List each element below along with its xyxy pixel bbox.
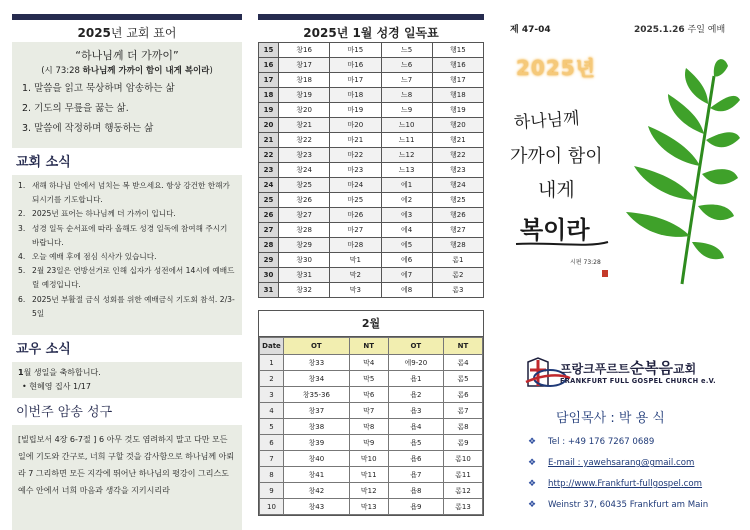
reading-cell: 마20 xyxy=(330,118,381,133)
news-item-text: 2025년 표어는 하나님께 더 가까이 입니다. xyxy=(32,209,176,219)
reading-cell: 롬12 xyxy=(443,483,482,499)
reading-cell: 에5 xyxy=(381,238,432,253)
reading-cell: 행26 xyxy=(432,208,483,223)
news-item xyxy=(18,207,236,221)
date-cell: 19 xyxy=(259,103,279,118)
table-row xyxy=(259,88,484,103)
date-cell: 3 xyxy=(260,387,284,403)
reading-title xyxy=(258,24,484,42)
news-item-number: 3. xyxy=(18,223,26,233)
motto-item: 2. 기도의 무릎을 꿇는 삶. xyxy=(22,103,129,114)
reading-cell: 마19 xyxy=(330,103,381,118)
website-link[interactable]: http://www.Frankfurt-fullgospel.com xyxy=(548,479,703,489)
reading-cell: 창40 xyxy=(284,451,350,467)
table-row xyxy=(259,238,484,253)
reading-cell: 창21 xyxy=(279,118,330,133)
reading-cell: 행16 xyxy=(432,58,483,73)
members-box xyxy=(12,362,242,398)
column-header: Date xyxy=(260,338,284,355)
reading-cell: 욥6 xyxy=(388,451,443,467)
reading-cell: 에1 xyxy=(381,178,432,193)
motto-box xyxy=(12,42,242,148)
reading-cell: 막1 xyxy=(330,253,381,268)
date-cell: 31 xyxy=(259,283,279,298)
reading-cell: 롬10 xyxy=(443,451,482,467)
reading-cell: 막10 xyxy=(349,451,388,467)
church-name-main: 순복음 xyxy=(629,359,674,377)
reading-cell: 느12 xyxy=(381,148,432,163)
church-name-prefix: 프랑크푸르트 xyxy=(560,362,630,376)
leaf xyxy=(626,212,690,237)
calligraphy-strokes xyxy=(510,108,603,244)
reading-cell: 욥5 xyxy=(388,435,443,451)
birthday-line xyxy=(18,366,236,380)
church-name xyxy=(560,357,696,378)
reading-cell: 막12 xyxy=(349,483,388,499)
reading-cell: 욥1 xyxy=(388,371,443,387)
reading-cell: 창30 xyxy=(279,253,330,268)
reading-cell: 마21 xyxy=(330,133,381,148)
date-cell: 7 xyxy=(260,451,284,467)
reading-cell: 느8 xyxy=(381,88,432,103)
date-cell: 24 xyxy=(259,178,279,193)
reading-cell: 막2 xyxy=(330,268,381,283)
leaf xyxy=(648,126,700,166)
diamond-bullet-icon: ❖ xyxy=(528,479,537,489)
reading-cell: 창37 xyxy=(284,403,350,419)
issue-number: 제 47-04 xyxy=(510,25,551,35)
contact-website xyxy=(528,479,702,489)
motto-year: 2025 xyxy=(77,26,111,40)
reading-cell: 창43 xyxy=(284,499,350,515)
news-item xyxy=(18,293,236,321)
date-cell: 29 xyxy=(259,253,279,268)
reading-cell: 창28 xyxy=(279,223,330,238)
date-cell: 20 xyxy=(259,118,279,133)
column-header: NT xyxy=(443,338,482,355)
leaf xyxy=(668,94,704,134)
news-item xyxy=(18,264,236,292)
reading-cell: 창18 xyxy=(279,73,330,88)
reading-cell: 에2 xyxy=(381,193,432,208)
motto-item: 3. 말씀에 작정하며 행동하는 삶 xyxy=(22,123,154,134)
reading-title-year: 2025 xyxy=(303,26,337,40)
motto-item: 1. 말씀을 읽고 묵상하며 암송하는 삶 xyxy=(22,83,175,94)
reading-cell: 마26 xyxy=(330,208,381,223)
date-cell: 17 xyxy=(259,73,279,88)
table-row xyxy=(259,58,484,73)
reading-cell: 마16 xyxy=(330,58,381,73)
calligraphy-line: 가까이 함이 xyxy=(510,146,603,167)
news-title: 교회 소식 xyxy=(16,155,71,170)
motto-list xyxy=(16,79,238,139)
table-row xyxy=(260,355,483,371)
leaves xyxy=(626,59,740,259)
reading-cell: 창35-36 xyxy=(284,387,350,403)
reading-cell: 창22 xyxy=(279,133,330,148)
motto-ref-suffix: ) xyxy=(209,66,213,76)
service-date-label: 주일 예배 xyxy=(684,25,726,35)
reading-cell: 창38 xyxy=(284,419,350,435)
birthday-month: 1 xyxy=(18,368,24,377)
motto-ref-verse: 하나님께 가까이 함이 내게 복이라 xyxy=(82,66,210,76)
news-item-number: 2. xyxy=(18,209,26,219)
diamond-bullet-icon: ❖ xyxy=(528,500,537,510)
reading-cell: 느10 xyxy=(381,118,432,133)
column-header: OT xyxy=(284,338,350,355)
reading-cell: 창42 xyxy=(284,483,350,499)
leaf xyxy=(685,68,708,104)
reading-cell: 느9 xyxy=(381,103,432,118)
address-text: Weinstr 37, 60435 Frankfurt am Main xyxy=(548,500,709,510)
date-cell: 16 xyxy=(259,58,279,73)
reading-cell: 막3 xyxy=(330,283,381,298)
members-title: 교우 소식 xyxy=(16,342,71,357)
table-row xyxy=(260,499,483,515)
reading-cell: 욥3 xyxy=(388,403,443,419)
reading-title-text: 년 1월 성경 일독표 xyxy=(336,26,439,40)
contact-address xyxy=(528,500,708,510)
leaf xyxy=(706,132,740,147)
reading-cell: 롬1 xyxy=(432,253,483,268)
reading-cell: 느13 xyxy=(381,163,432,178)
reading-cell: 행22 xyxy=(432,148,483,163)
reading-cell: 욥9 xyxy=(388,499,443,515)
table-row xyxy=(259,43,484,58)
reading-cell: 에8 xyxy=(381,283,432,298)
table-row xyxy=(259,178,484,193)
table-row xyxy=(260,451,483,467)
leaf xyxy=(634,166,696,200)
reading-cell: 막7 xyxy=(349,403,388,419)
reading-cell: 행15 xyxy=(432,43,483,58)
calligraphy-seal xyxy=(602,270,608,277)
left-column xyxy=(12,14,242,524)
date-cell: 27 xyxy=(259,223,279,238)
reading-cell: 욥8 xyxy=(388,483,443,499)
reading-cell: 창32 xyxy=(279,283,330,298)
date-cell: 15 xyxy=(259,43,279,58)
date-cell: 22 xyxy=(259,148,279,163)
reading-cell: 행23 xyxy=(432,163,483,178)
table-header-row xyxy=(260,338,483,355)
calligraphy-reference: 시편 73:28 xyxy=(570,259,601,266)
table-row xyxy=(259,118,484,133)
leaf xyxy=(710,96,740,111)
email-link[interactable]: E-mail : yawehsarang@gmail.com xyxy=(548,458,695,468)
table-row xyxy=(260,403,483,419)
motto-quote: “하나님께 더 가까이” xyxy=(75,49,179,62)
table-row xyxy=(259,193,484,208)
reading-cell: 마22 xyxy=(330,148,381,163)
contact-phone xyxy=(528,437,654,447)
reading-cell: 에9-20 xyxy=(388,355,443,371)
birthday-person: • 현혜영 집사 1/17 xyxy=(22,382,91,391)
date-cell: 1 xyxy=(260,355,284,371)
reading-cell: 창17 xyxy=(279,58,330,73)
table-row xyxy=(259,163,484,178)
reading-column xyxy=(258,14,484,524)
memory-verse-title: 이번주 암송 성구 xyxy=(16,405,113,420)
reading-cell: 창27 xyxy=(279,208,330,223)
reading-cell: 롬9 xyxy=(443,435,482,451)
table-row xyxy=(260,483,483,499)
february-title: 2월 xyxy=(259,311,483,337)
reading-cell: 롬5 xyxy=(443,371,482,387)
memory-verse-text: [빌립보서 4장 6-7절 ] 6 아무 것도 염려하지 말고 다만 모든 일에 기도와 간구로, 너희 구할 것을 감사함으로 하나님께 아뢰라 7 그리하면 모든 지각에 뛰어난 하나님의 평강이 그리스도 예수 안에서 너희 마음과 생각을 지키시리라 xyxy=(18,435,235,495)
reading-cell: 행17 xyxy=(432,73,483,88)
reading-cell: 느11 xyxy=(381,133,432,148)
reading-cell: 욥2 xyxy=(388,387,443,403)
calligraphy-line: 하나님께 xyxy=(513,108,581,134)
leaf xyxy=(698,204,734,220)
reading-cell: 마17 xyxy=(330,73,381,88)
table-row xyxy=(259,133,484,148)
pastor-name: 담임목사 : 박 용 식 xyxy=(556,411,665,426)
news-item-text: 2월 23일은 연방선거로 인해 십자가 성전에서 14시에 예배드릴 예정입니다. xyxy=(32,266,235,290)
leaf xyxy=(714,59,728,76)
service-date xyxy=(634,22,725,35)
reading-cell: 마24 xyxy=(330,178,381,193)
january-reading-table xyxy=(258,42,484,298)
top-divider xyxy=(12,14,242,20)
news-item-text: 성경 일독 순서표에 따라 올해도 성경 일독에 참여해 주시기 바랍니다. xyxy=(32,223,228,247)
church-name-suffix: 교회 xyxy=(673,362,697,376)
february-reading-box xyxy=(258,310,484,516)
date-cell: 2 xyxy=(260,371,284,387)
table-row xyxy=(259,223,484,238)
reading-cell: 마23 xyxy=(330,163,381,178)
reading-cell: 롬4 xyxy=(443,355,482,371)
table-row xyxy=(259,208,484,223)
reading-cell: 욥4 xyxy=(388,419,443,435)
calligraphy-line: 내게 xyxy=(538,179,575,201)
date-cell: 23 xyxy=(259,163,279,178)
date-cell: 6 xyxy=(260,435,284,451)
reading-cell: 창41 xyxy=(284,467,350,483)
reading-divider xyxy=(258,14,484,20)
reading-cell: 롬3 xyxy=(432,283,483,298)
year-badge: 2025년 xyxy=(516,56,596,80)
reading-cell: 막6 xyxy=(349,387,388,403)
reading-cell: 마27 xyxy=(330,223,381,238)
news-item-text: 새해 하나님 안에서 넘치는 복 받으세요. 항상 강건한 한해가 되시기를 기도합니다. xyxy=(32,181,230,205)
motto-heading xyxy=(12,24,242,42)
news-list xyxy=(18,179,236,321)
calligraphy-line: 복이라 xyxy=(520,215,590,244)
news-item-text: 오늘 예배 후에 점심 식사가 있습니다. xyxy=(32,252,157,262)
news-item-number: 5. xyxy=(18,266,26,276)
reading-cell: 욥7 xyxy=(388,467,443,483)
diamond-bullet-icon: ❖ xyxy=(528,458,537,468)
table-row xyxy=(260,467,483,483)
reading-cell: 느5 xyxy=(381,43,432,58)
reading-cell: 막4 xyxy=(349,355,388,371)
table-row xyxy=(259,283,484,298)
date-cell: 8 xyxy=(260,467,284,483)
news-box xyxy=(12,175,242,335)
reading-cell: 느6 xyxy=(381,58,432,73)
motto-ref-prefix: (시 73:28 xyxy=(41,66,83,76)
date-cell: 10 xyxy=(260,499,284,515)
date-cell: 30 xyxy=(259,268,279,283)
news-item xyxy=(18,179,236,207)
reading-cell: 롬7 xyxy=(443,403,482,419)
reading-cell: 에4 xyxy=(381,223,432,238)
service-date-value: 2025.1.26 xyxy=(634,25,685,35)
news-item xyxy=(18,250,236,264)
reading-cell: 에3 xyxy=(381,208,432,223)
reading-cell: 롬11 xyxy=(443,467,482,483)
motto-reference xyxy=(16,64,238,79)
reading-cell: 창33 xyxy=(284,355,350,371)
news-item-number: 6. xyxy=(18,294,26,304)
reading-cell: 행20 xyxy=(432,118,483,133)
motto-heading-text: 년 교회 표어 xyxy=(110,26,177,40)
table-row xyxy=(259,268,484,283)
reading-cell: 창39 xyxy=(284,435,350,451)
reading-cell: 창26 xyxy=(279,193,330,208)
phone-text: Tel : +49 176 7267 0689 xyxy=(548,437,655,447)
table-row xyxy=(260,435,483,451)
reading-cell: 행28 xyxy=(432,238,483,253)
reading-cell: 창20 xyxy=(279,103,330,118)
news-item-text: 2025년 부활절 금식 성회를 위한 예배금식 기도회 참석. 2/3-5일 xyxy=(32,294,235,318)
date-cell: 26 xyxy=(259,208,279,223)
table-row xyxy=(260,419,483,435)
calligraphy-artwork xyxy=(508,92,618,292)
reading-cell: 막13 xyxy=(349,499,388,515)
reading-cell: 창24 xyxy=(279,163,330,178)
news-item-number: 4. xyxy=(18,252,26,262)
reading-cell: 마15 xyxy=(330,43,381,58)
reading-cell: 행25 xyxy=(432,193,483,208)
church-name-english: FRANKFURT FULL GOSPEL CHURCH e.V. xyxy=(560,377,716,385)
memory-verse-box xyxy=(12,425,242,530)
reading-cell: 행27 xyxy=(432,223,483,238)
leaf xyxy=(702,169,738,184)
reading-cell: 창31 xyxy=(279,268,330,283)
date-cell: 18 xyxy=(259,88,279,103)
reading-cell: 막9 xyxy=(349,435,388,451)
reading-cell: 막5 xyxy=(349,371,388,387)
birthday-text: 월 생일을 축하합니다. xyxy=(23,368,101,377)
reading-cell: 마18 xyxy=(330,88,381,103)
reading-cell: 창34 xyxy=(284,371,350,387)
reading-cell: 창19 xyxy=(279,88,330,103)
leaf xyxy=(692,242,724,259)
reading-cell: 막11 xyxy=(349,467,388,483)
reading-cell: 에7 xyxy=(381,268,432,283)
diamond-bullet-icon: ❖ xyxy=(528,437,537,447)
reading-cell: 행18 xyxy=(432,88,483,103)
reading-cell: 행19 xyxy=(432,103,483,118)
table-row xyxy=(259,148,484,163)
reading-cell: 행21 xyxy=(432,133,483,148)
reading-cell: 막8 xyxy=(349,419,388,435)
olive-branch-illustration xyxy=(620,56,740,288)
news-item-number: 1. xyxy=(18,181,26,190)
reading-cell: 느7 xyxy=(381,73,432,88)
date-cell: 9 xyxy=(260,483,284,499)
reading-cell: 에6 xyxy=(381,253,432,268)
reading-cell: 마25 xyxy=(330,193,381,208)
date-cell: 5 xyxy=(260,419,284,435)
date-cell: 25 xyxy=(259,193,279,208)
table-row xyxy=(259,103,484,118)
reading-cell: 창23 xyxy=(279,148,330,163)
reading-cell: 행24 xyxy=(432,178,483,193)
table-row xyxy=(259,73,484,88)
february-reading-table xyxy=(259,337,483,515)
table-row xyxy=(259,253,484,268)
reading-cell: 롬13 xyxy=(443,499,482,515)
reading-cell: 롬8 xyxy=(443,419,482,435)
cover-column xyxy=(500,0,750,530)
contact-email xyxy=(528,458,694,468)
date-cell: 28 xyxy=(259,238,279,253)
reading-cell: 창29 xyxy=(279,238,330,253)
table-row xyxy=(260,387,483,403)
reading-cell: 창16 xyxy=(279,43,330,58)
reading-cell: 창25 xyxy=(279,178,330,193)
reading-cell: 롬6 xyxy=(443,387,482,403)
column-header: OT xyxy=(388,338,443,355)
date-cell: 21 xyxy=(259,133,279,148)
reading-cell: 롬2 xyxy=(432,268,483,283)
table-row xyxy=(260,371,483,387)
date-cell: 4 xyxy=(260,403,284,419)
news-item xyxy=(18,222,236,250)
column-header: NT xyxy=(349,338,388,355)
reading-cell: 마28 xyxy=(330,238,381,253)
